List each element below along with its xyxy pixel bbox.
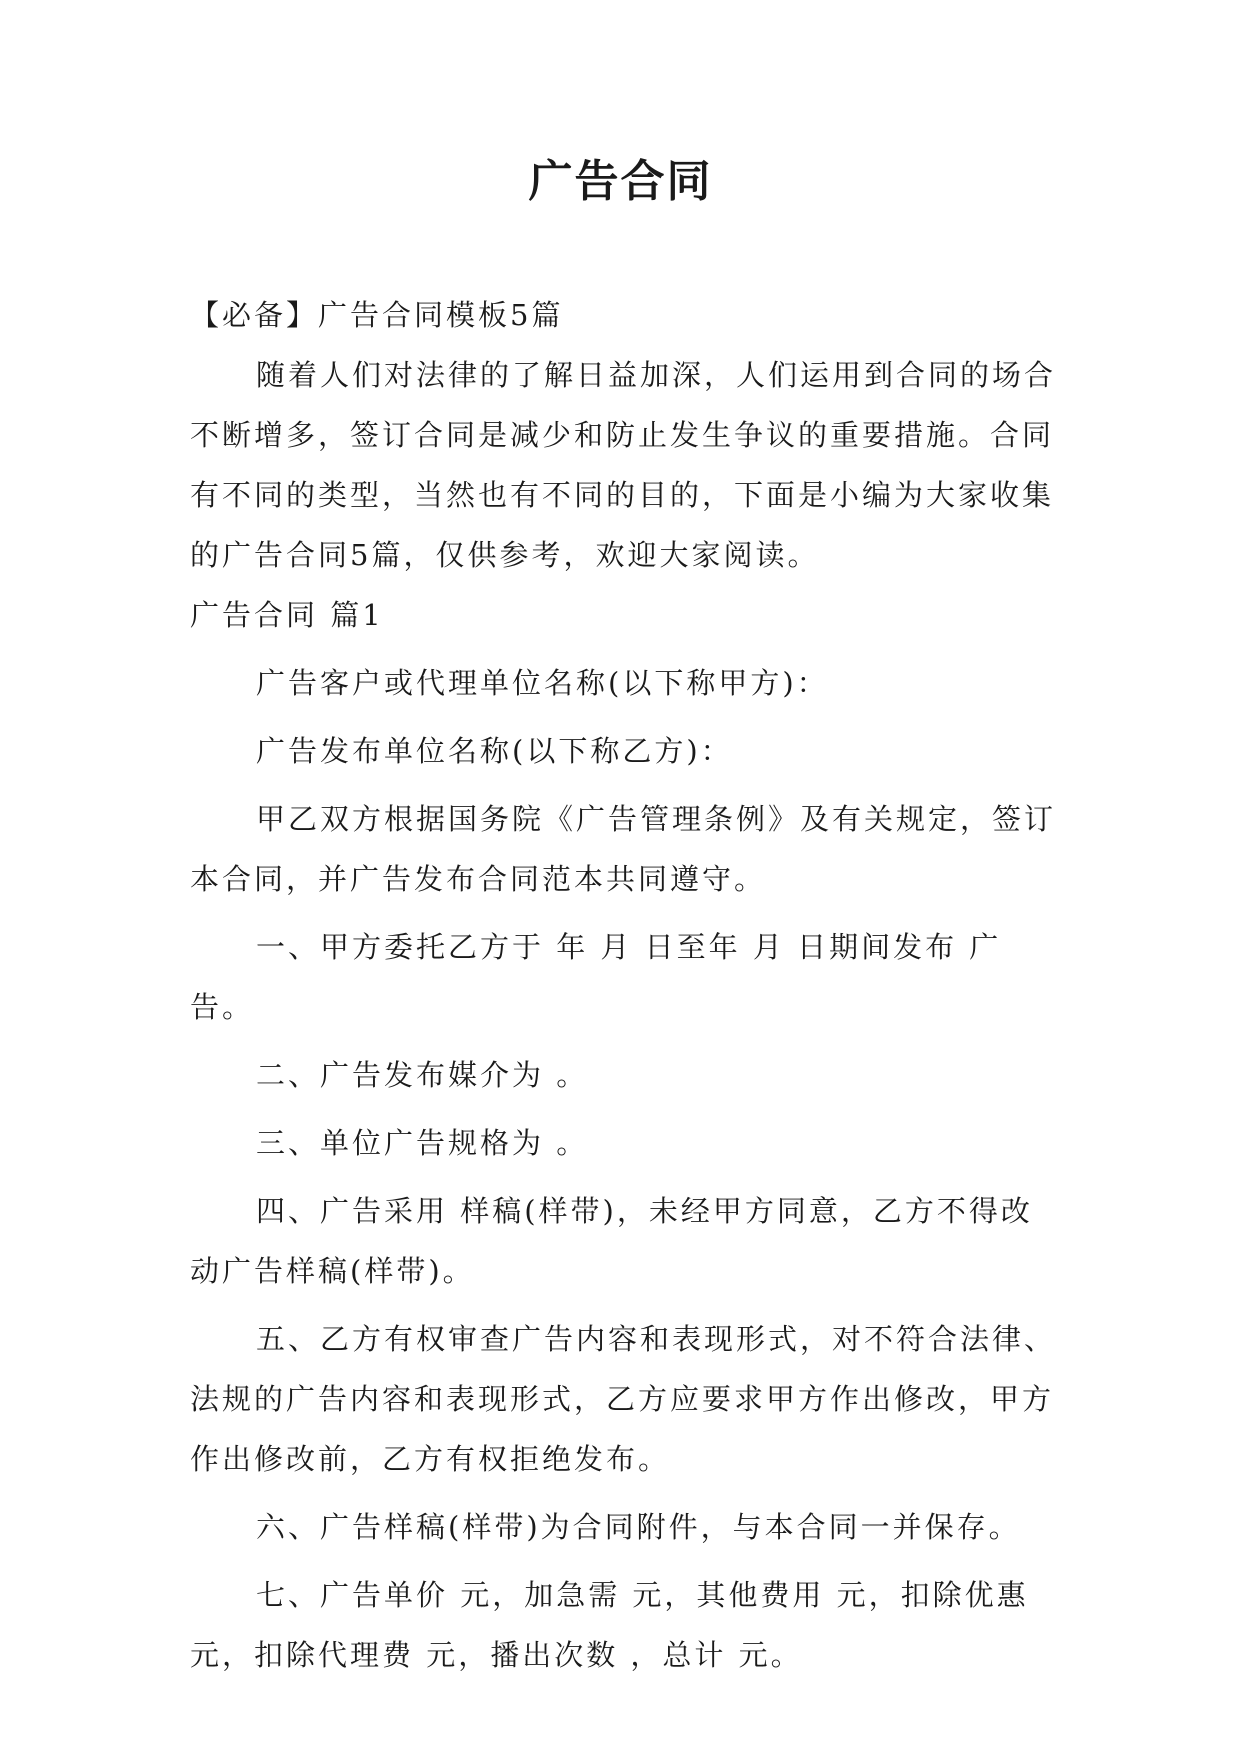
document-paragraph: 二、广告发布媒介为 。 bbox=[256, 1058, 589, 1092]
document-paragraph: 三、单位广告规格为 。 bbox=[256, 1126, 589, 1160]
document-paragraph: 广告客户或代理单位名称(以下称甲方)： bbox=[256, 666, 829, 700]
document-paragraph: 一、甲方委托乙方于 年 月 日至年 月 日期间发布 广告。 bbox=[190, 930, 1002, 1024]
document-paragraph: 【必备】广告合同模板5篇 bbox=[190, 298, 564, 332]
document-body bbox=[190, 285, 1060, 1685]
document-paragraph: 广告合同 篇1 bbox=[190, 598, 384, 632]
document-paragraph: 六、广告样稿(样带)为合同附件，与本合同一并保存。 bbox=[256, 1510, 1021, 1544]
document-paragraph: 甲乙双方根据国务院《广告管理条例》及有关规定，签订本合同，并广告发布合同范本共同遵守。 bbox=[190, 802, 1057, 896]
document-paragraph: 四、广告采用 样稿(样带)，未经甲方同意，乙方不得改动广告样稿(样带)。 bbox=[190, 1194, 1033, 1288]
document-paragraph: 广告发布单位名称(以下称乙方)： bbox=[256, 734, 733, 768]
document-paragraph: 随着人们对法律的了解日益加深，人们运用到合同的场合不断增多，签订合同是减少和防止发生争议的重要措施。合同有不同的类型，当然也有不同的目的，下面是小编为大家收集的广告合同5篇，仅供参考，欢迎大家阅读。 bbox=[190, 358, 1057, 572]
document-paragraph: 五、乙方有权审查广告内容和表现形式，对不符合法律、法规的广告内容和表现形式，乙方应要求甲方作出修改，甲方作出修改前，乙方有权拒绝发布。 bbox=[190, 1322, 1057, 1476]
document-title: 广告合同 bbox=[528, 156, 713, 207]
document-paragraph: 七、广告单价 元，加急需 元，其他费用 元，扣除优惠 元，扣除代理费 元，播出次数 ，总计 元。 bbox=[190, 1578, 1029, 1672]
